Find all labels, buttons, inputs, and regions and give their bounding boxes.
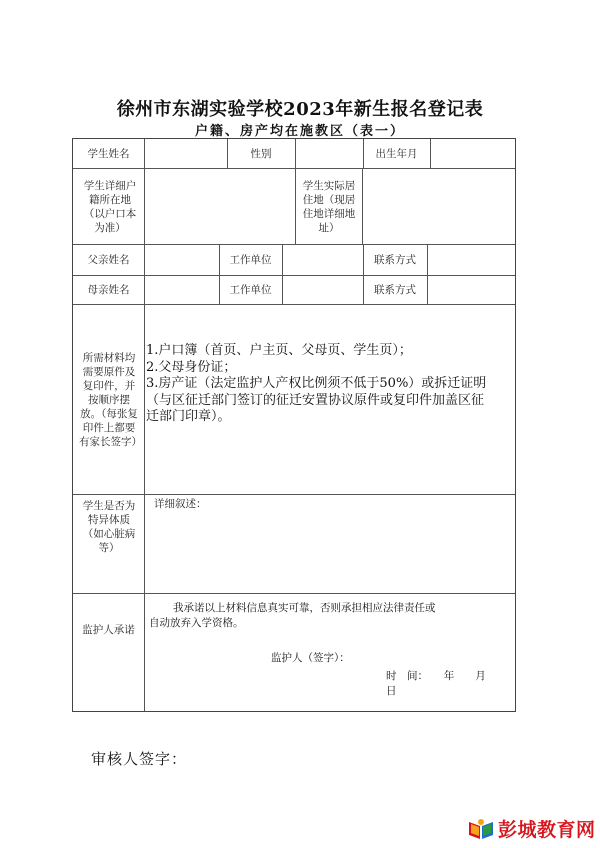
brand-watermark — [468, 815, 596, 842]
special-condition-label: 学生是否为特异体质（如心脏病等） — [82, 500, 136, 554]
father-name-label: 父亲姓名 — [87, 254, 130, 266]
birth-field[interactable] — [431, 139, 515, 168]
household-address-label: 学生详细户籍所在地（以户口本为准） — [83, 179, 137, 234]
materials-list — [146, 343, 514, 426]
detail-description-label: 详细叙述： — [154, 498, 207, 510]
materials-label: 所需材料均需要原件及复印件，并按顺序摆放。（每张复印件上都要有家长签字） — [79, 351, 142, 448]
guardian-signature-label: 监护人（签字）： — [271, 652, 350, 664]
student-name-label: 学生姓名 — [87, 147, 130, 160]
father-contact-label: 联系方式 — [374, 254, 416, 266]
father-work-field[interactable] — [283, 245, 363, 275]
mother-work-field[interactable] — [283, 276, 363, 304]
materials-item: 1.户口簿（首页、户主页、父母页、学生页）； — [146, 343, 412, 358]
father-work-label: 工作单位 — [229, 254, 272, 266]
materials-item: 2.父母身份证； — [146, 359, 237, 375]
residence-address-label: 学生实际居住地（现居住地详细地址） — [302, 179, 356, 234]
form-subtitle: 户籍、房产均在施教区（表一） — [194, 124, 405, 139]
mother-work-label: 工作单位 — [229, 284, 272, 296]
guardian-promise-label: 监护人承诺 — [82, 624, 135, 636]
guardian-promise-block — [149, 601, 437, 631]
materials-item: 3.房产证（法定监护人产权比例须不低于50%）或拆迁证明 — [146, 376, 487, 391]
father-contact-field[interactable] — [428, 245, 515, 275]
gender-field[interactable] — [296, 139, 363, 168]
materials-item: （与区征迁部门签订的征迁安置协议原件或复印件加盖区征 — [146, 392, 485, 408]
registration-form-table — [72, 138, 516, 712]
mother-name-label: 母亲姓名 — [87, 284, 130, 296]
mother-name-field[interactable] — [145, 276, 219, 304]
materials-item: 迁部门印章）。 — [146, 409, 231, 424]
student-name-field[interactable] — [145, 139, 227, 168]
promise-text: 我承诺以上材料信息真实可靠，否则承担相应法律责任或自动放弃入学资格。 — [149, 602, 436, 629]
father-name-field[interactable] — [145, 245, 219, 275]
gender-label: 性别 — [250, 147, 272, 160]
form-title: 徐州市东湖实验学校2023年新生报名登记表 — [116, 99, 484, 120]
reviewer-signature-label: 审核人签字： — [91, 750, 188, 768]
book-logo-icon — [468, 818, 494, 840]
mother-contact-label: 联系方式 — [374, 284, 416, 296]
residence-address-field[interactable] — [363, 169, 515, 244]
mother-contact-field[interactable] — [428, 276, 515, 304]
household-address-field[interactable] — [145, 169, 295, 244]
detail-description-field[interactable] — [145, 514, 515, 592]
birth-label: 出生年月 — [375, 147, 418, 160]
signature-date-label: 时 间： 年 月 日 — [386, 670, 507, 697]
brand-name: 彭城教育网 — [498, 819, 596, 841]
